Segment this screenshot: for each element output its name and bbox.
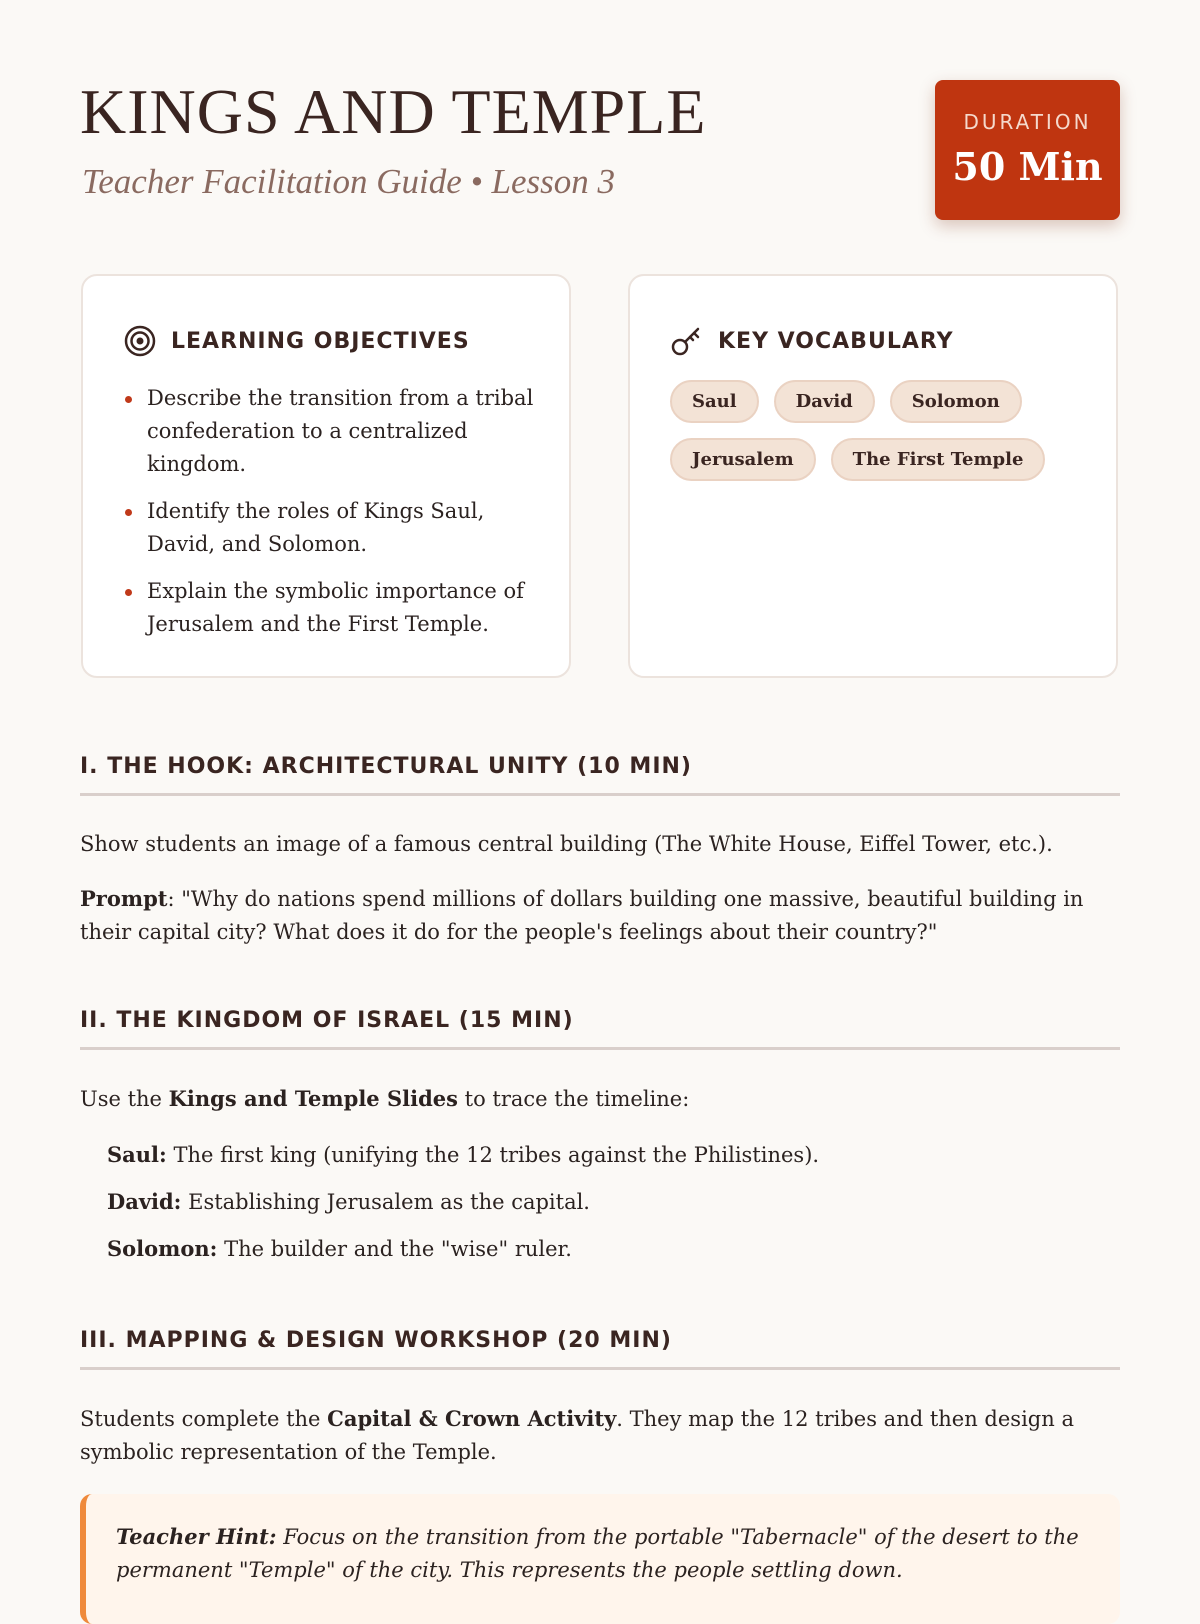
king-name: Saul: [107, 1142, 167, 1167]
section-workshop-text [80, 1402, 1120, 1469]
section-hook-text: Show students an image of a famous central building (The White House, Eiffel Tower, etc.). [80, 832, 1053, 856]
king-desc: The builder and the "wise" ruler. [217, 1237, 572, 1261]
vocab-chip-jerusalem: Jerusalem [670, 438, 816, 481]
key-vocabulary-card [628, 274, 1118, 678]
section-kingdom-intro [80, 1082, 1120, 1116]
key-icon [670, 324, 704, 358]
workshop-text-end: . They map the 12 tribes and then design a symbolic representation of the Temple. [80, 1407, 1074, 1464]
learning-objectives-card [81, 274, 571, 678]
section-kingdom-heading: II. THE KINGDOM OF ISRAEL (15 MIN) [80, 1008, 1120, 1050]
hint-label: Teacher Hint: [116, 1524, 277, 1549]
section-hook-prompt [80, 882, 1120, 949]
teacher-hint-callout [80, 1494, 1120, 1624]
prompt-text: : "Why do nations spend millions of dollars building one massive, beautiful building in their capital city? What does it do for the people's feelings about their country?" [80, 887, 1084, 944]
vocab-chip-saul: Saul [670, 380, 759, 423]
king-item [107, 1138, 819, 1172]
section-hook-heading: I. THE HOOK: ARCHITECTURAL UNITY (10 MIN) [80, 754, 1120, 796]
objective-item: Explain the symbolic importance of Jerusalem and the First Temple. [123, 575, 543, 641]
king-item [107, 1185, 819, 1219]
objective-item: Identify the roles of Kings Saul, David, and Solomon. [123, 495, 543, 561]
king-item [107, 1232, 819, 1266]
section-workshop-heading: III. MAPPING & DESIGN WORKSHOP (20 MIN) [80, 1328, 1120, 1370]
slides-link-text: Kings and Temple Slides [168, 1086, 458, 1111]
vocabulary-chips [670, 380, 1090, 481]
king-desc: Establishing Jerusalem as the capital. [181, 1190, 590, 1214]
king-name: David: [107, 1189, 182, 1214]
intro-text: Use the [80, 1087, 169, 1111]
objectives-list [123, 382, 543, 655]
vocab-chip-solomon: Solomon [890, 380, 1022, 423]
duration-badge [935, 80, 1120, 220]
objectives-heading: LEARNING OBJECTIVES [171, 328, 470, 354]
king-name: Solomon: [107, 1236, 218, 1261]
king-desc: The first king (unifying the 12 tribes against the Philistines). [166, 1143, 820, 1167]
activity-name: Capital & Crown Activity [327, 1406, 617, 1431]
objective-item: Describe the transition from a tribal confederation to a centralized kingdom. [123, 382, 543, 481]
intro-text-end: to trace the timeline: [457, 1087, 690, 1111]
hint-text: Focus on the transition from the portable "Tabernacle" of the desert to the permanent "Temple" of the city. This represents the people settling down. [116, 1525, 1079, 1582]
prompt-label: Prompt [80, 886, 168, 911]
vocabulary-heading: KEY VOCABULARY [718, 328, 954, 354]
duration-value: 50 Min [952, 144, 1103, 189]
workshop-text: Students complete the [80, 1407, 328, 1431]
duration-label: DURATION [963, 110, 1092, 134]
target-icon [123, 324, 157, 358]
objectives-header [123, 324, 470, 358]
vocab-chip-first-temple: The First Temple [831, 438, 1046, 481]
page-title: KINGS AND TEMPLE [80, 76, 707, 147]
vocabulary-header [670, 324, 954, 358]
kings-list [107, 1138, 819, 1279]
vocab-chip-david: David [774, 380, 875, 423]
page-subtitle: Teacher Facilitation Guide • Lesson 3 [82, 162, 616, 201]
